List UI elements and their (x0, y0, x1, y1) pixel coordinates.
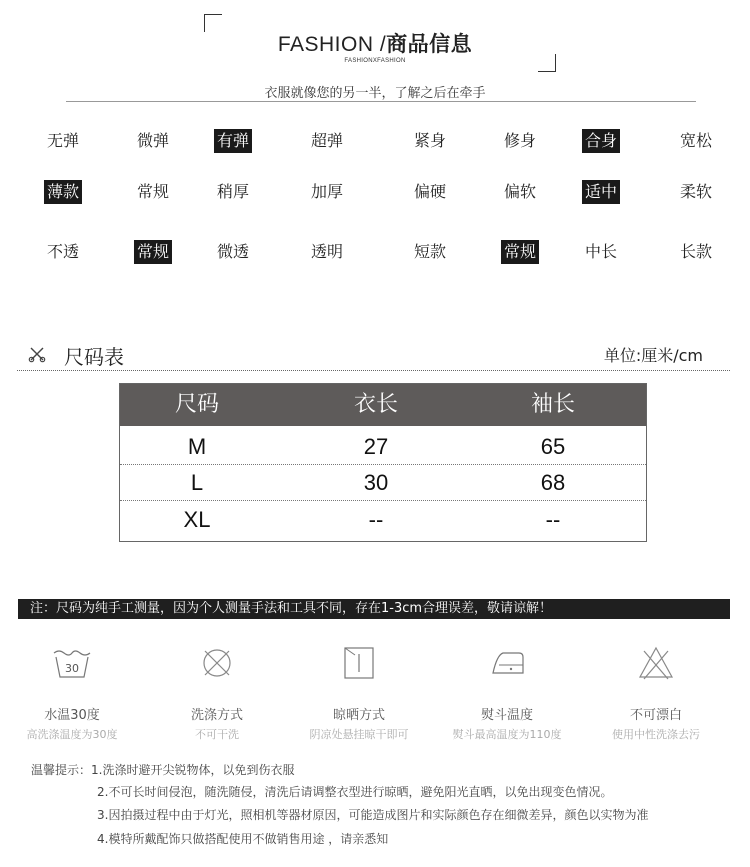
size-table (119, 383, 647, 542)
care-label: 不可漂白 (629, 708, 683, 723)
row-divider (120, 464, 646, 465)
no-tumble-dry-icon (195, 643, 239, 683)
attribute-option-transparency: 长款 (679, 242, 713, 261)
section-divider (17, 370, 730, 371)
table-cell: 65 (540, 434, 566, 459)
attribute-option-transparency: 短款 (413, 242, 447, 261)
wash-30-icon (50, 643, 94, 683)
measurement-note: 注：尺码为纯手工测量，因为个人测量手法和工具不同，存在1-3cm合理误差，敬请谅解！ (18, 599, 730, 619)
scissors-icon (28, 345, 46, 363)
no-bleach-icon (634, 643, 678, 683)
attribute-option-transparency: 微透 (216, 242, 250, 261)
table-cell: -- (545, 507, 561, 532)
row-divider (120, 500, 646, 501)
header-divider (66, 101, 696, 102)
table-cell: XL (183, 507, 211, 532)
page-title (0, 28, 750, 58)
tip-line: 2.不可长时间侵泡，随洗随侵，清洗后请调整衣型进行晾晒，避免阳光直晒，以免出现变色情况。 (97, 785, 613, 799)
attribute-option-transparency: 透明 (310, 242, 344, 261)
attribute-option-transparency: 不透 (46, 242, 80, 261)
tip-line: 温馨提示：1.洗涤时避开尖锐物体，以免到伤衣服 (31, 763, 295, 777)
attribute-option-elasticity: 紧身 (413, 131, 447, 150)
drip-dry-icon (337, 643, 381, 683)
wash-temp-badge: 30 (65, 662, 79, 675)
header-cell-length: 衣长 (353, 392, 399, 417)
title-english: FASHION / (277, 33, 387, 56)
table-cell: 30 (363, 470, 389, 495)
attribute-option-elasticity: 无弹 (46, 131, 80, 150)
size-table-header (120, 384, 646, 426)
care-description: 高洗涤温度为30度 (26, 728, 118, 741)
attribute-option-elasticity-selected: 合身 (582, 129, 620, 153)
attribute-option-thickness: 偏软 (503, 182, 537, 201)
iron-icon (485, 643, 529, 683)
table-cell: 68 (540, 470, 566, 495)
care-description: 使用中性洗涤去污 (612, 728, 700, 741)
care-label: 洗涤方式 (190, 708, 244, 723)
attribute-option-transparency-selected: 常规 (134, 240, 172, 264)
size-chart-title: 尺码表 (64, 345, 124, 369)
attribute-option-thickness: 稍厚 (216, 182, 250, 201)
care-label: 晾晒方式 (332, 708, 386, 723)
care-description: 熨斗最高温度为110度 (452, 728, 562, 741)
care-description: 阴凉处悬挂晾干即可 (309, 728, 409, 741)
attribute-option-elasticity: 宽松 (679, 131, 713, 150)
tip-line: 3.因拍摄过程中由于灯光，照相机等器材原因，可能造成图片和实际颜色存在细微差异，颜色以实物为准 (97, 808, 649, 822)
tip-line: 4.模特所戴配饰只做搭配使用不做销售用途 ，请亲悉知 (97, 832, 389, 846)
care-label: 水温30度 (44, 708, 100, 723)
attribute-option-elasticity: 修身 (503, 131, 537, 150)
header-cell-sleeve: 袖长 (530, 392, 576, 417)
attribute-option-elasticity-selected: 有弹 (214, 129, 252, 153)
care-description: 不可干洗 (195, 728, 239, 741)
header-cell-size: 尺码 (174, 392, 220, 417)
title-chinese: 商品信息 (386, 32, 473, 56)
attribute-option-thickness: 偏硬 (413, 182, 447, 201)
attribute-option-transparency-selected: 常规 (501, 240, 539, 264)
attribute-option-elasticity: 微弹 (136, 131, 170, 150)
attribute-option-elasticity: 超弹 (310, 131, 344, 150)
attribute-option-transparency: 中长 (584, 242, 618, 261)
tagline: 衣服就像您的另一半，了解之后在牵手 (264, 86, 486, 101)
attribute-option-thickness: 常规 (136, 182, 170, 201)
table-cell: M (187, 434, 207, 459)
table-cell: -- (368, 507, 384, 532)
size-chart-unit: 单位:厘米/cm (603, 346, 703, 365)
attribute-option-thickness-selected: 适中 (582, 180, 620, 204)
table-cell: L (190, 470, 204, 495)
attribute-option-thickness-selected: 薄款 (44, 180, 82, 204)
attribute-option-thickness: 柔软 (679, 182, 713, 201)
attribute-option-thickness: 加厚 (310, 182, 344, 201)
table-cell: 27 (363, 434, 389, 459)
care-label: 熨斗温度 (480, 708, 534, 723)
page-subtitle: FASHIONXFASHION (344, 58, 406, 64)
